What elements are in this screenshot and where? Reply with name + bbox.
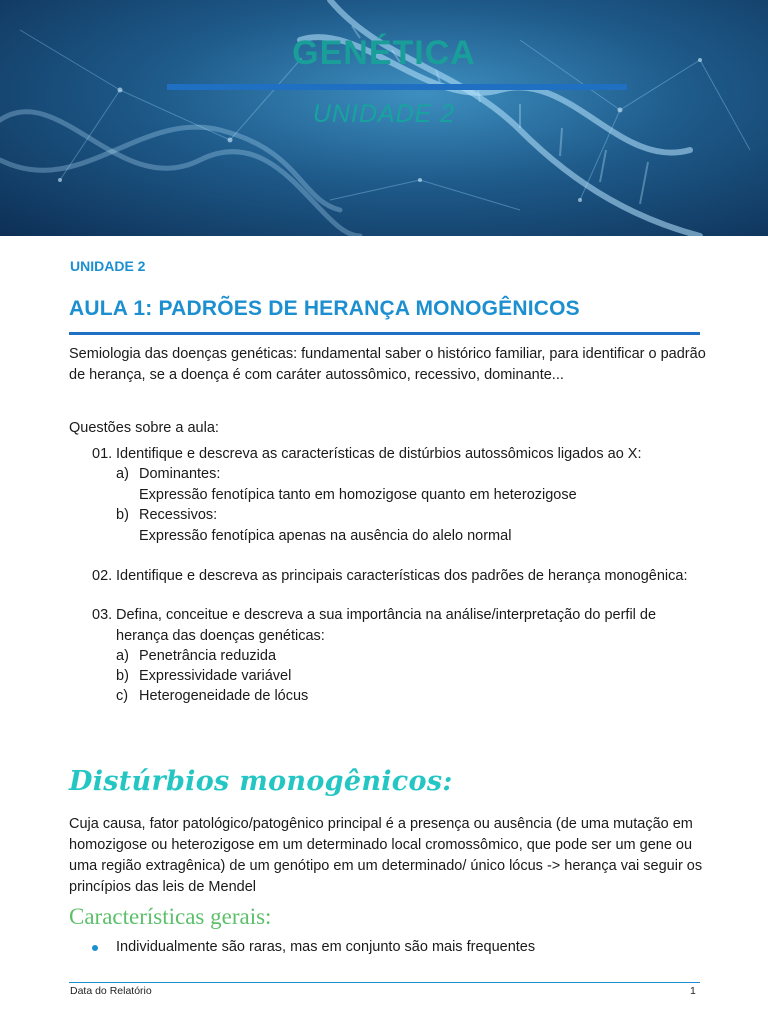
sub-item [116,646,676,667]
sub-item-title: Recessivos: [139,507,218,523]
banner-title: GENÉTICA [292,34,476,72]
bullet-icon [92,945,98,951]
sub-item-letter: b) [116,507,129,523]
title-divider [69,332,700,335]
sub-item-letter: b) [116,668,129,684]
question-number: 03. [92,607,113,623]
sub-item [116,464,676,506]
sub-item-letter: a) [116,648,129,664]
question-text: Identifique e descreva as principais características dos padrões de herança monogênica: [116,568,688,584]
question-item [92,566,707,587]
sub-item-title: Heterogeneidade de lócus [139,688,309,704]
questions-heading: Questões sobre a aula: [69,420,219,436]
header-banner [0,0,768,236]
question-item [92,605,707,647]
question-number: 01. [92,446,113,462]
question-text: Identifique e descreva as características de distúrbios autossômicos ligados ao X: [116,446,642,462]
intro-paragraph: Semiologia das doenças genéticas: fundamental saber o histórico familiar, para identificar o padrão de herança, se a doença é com caráter autossômico, recessivo, dominante... [69,346,706,383]
sub-item-detail: Expressão fenotípica apenas na ausência do alelo normal [139,528,512,544]
footer-divider [69,982,700,983]
banner-rule [167,84,627,90]
unit-label: UNIDADE 2 [70,258,146,274]
lesson-title: AULA 1: PADRÕES DE HERANÇA MONOGÊNICOS [69,297,580,320]
footer-report-date-label: Data do Relatório [70,985,152,997]
sub-item-title: Expressividade variável [139,668,292,684]
sub-item [116,686,676,707]
sub-item-letter: a) [116,466,129,482]
sub-item-detail: Expressão fenotípica tanto em homozigose quanto em heterozigose [139,487,577,503]
bullet-text: Individualmente são raras, mas em conjunto são mais frequentes [116,939,536,955]
sub-item [116,505,676,547]
sub-item-title: Dominantes: [139,466,221,482]
subsection-heading: Características gerais: [69,904,272,929]
question-item [92,444,707,465]
sub-item [116,666,676,687]
sub-item-letter: c) [116,688,129,704]
section-paragraph: Cuja causa, fator patológico/patogênico principal é a presença ou ausência (de uma mutação em homozigose ou heterozigose em um determinado local cromossômico, que pode ser um gene ou uma região extragênica) de um genótipo em um determinado/ único lócus -> herança vai seguir os princípios das leis de Mendel [69,816,703,895]
question-text: Defina, conceitue e descreva a sua importância na análise/interpretação do perfil de herança das doenças genéticas: [116,607,657,644]
question-number: 02. [92,568,113,584]
footer-page-number: 1 [690,985,696,997]
bullet-list-item [92,937,692,958]
banner-subtitle: UNIDADE 2 [312,100,456,128]
sub-item-title: Penetrância reduzida [139,648,277,664]
section-heading: Distúrbios monogênicos: [69,766,453,797]
